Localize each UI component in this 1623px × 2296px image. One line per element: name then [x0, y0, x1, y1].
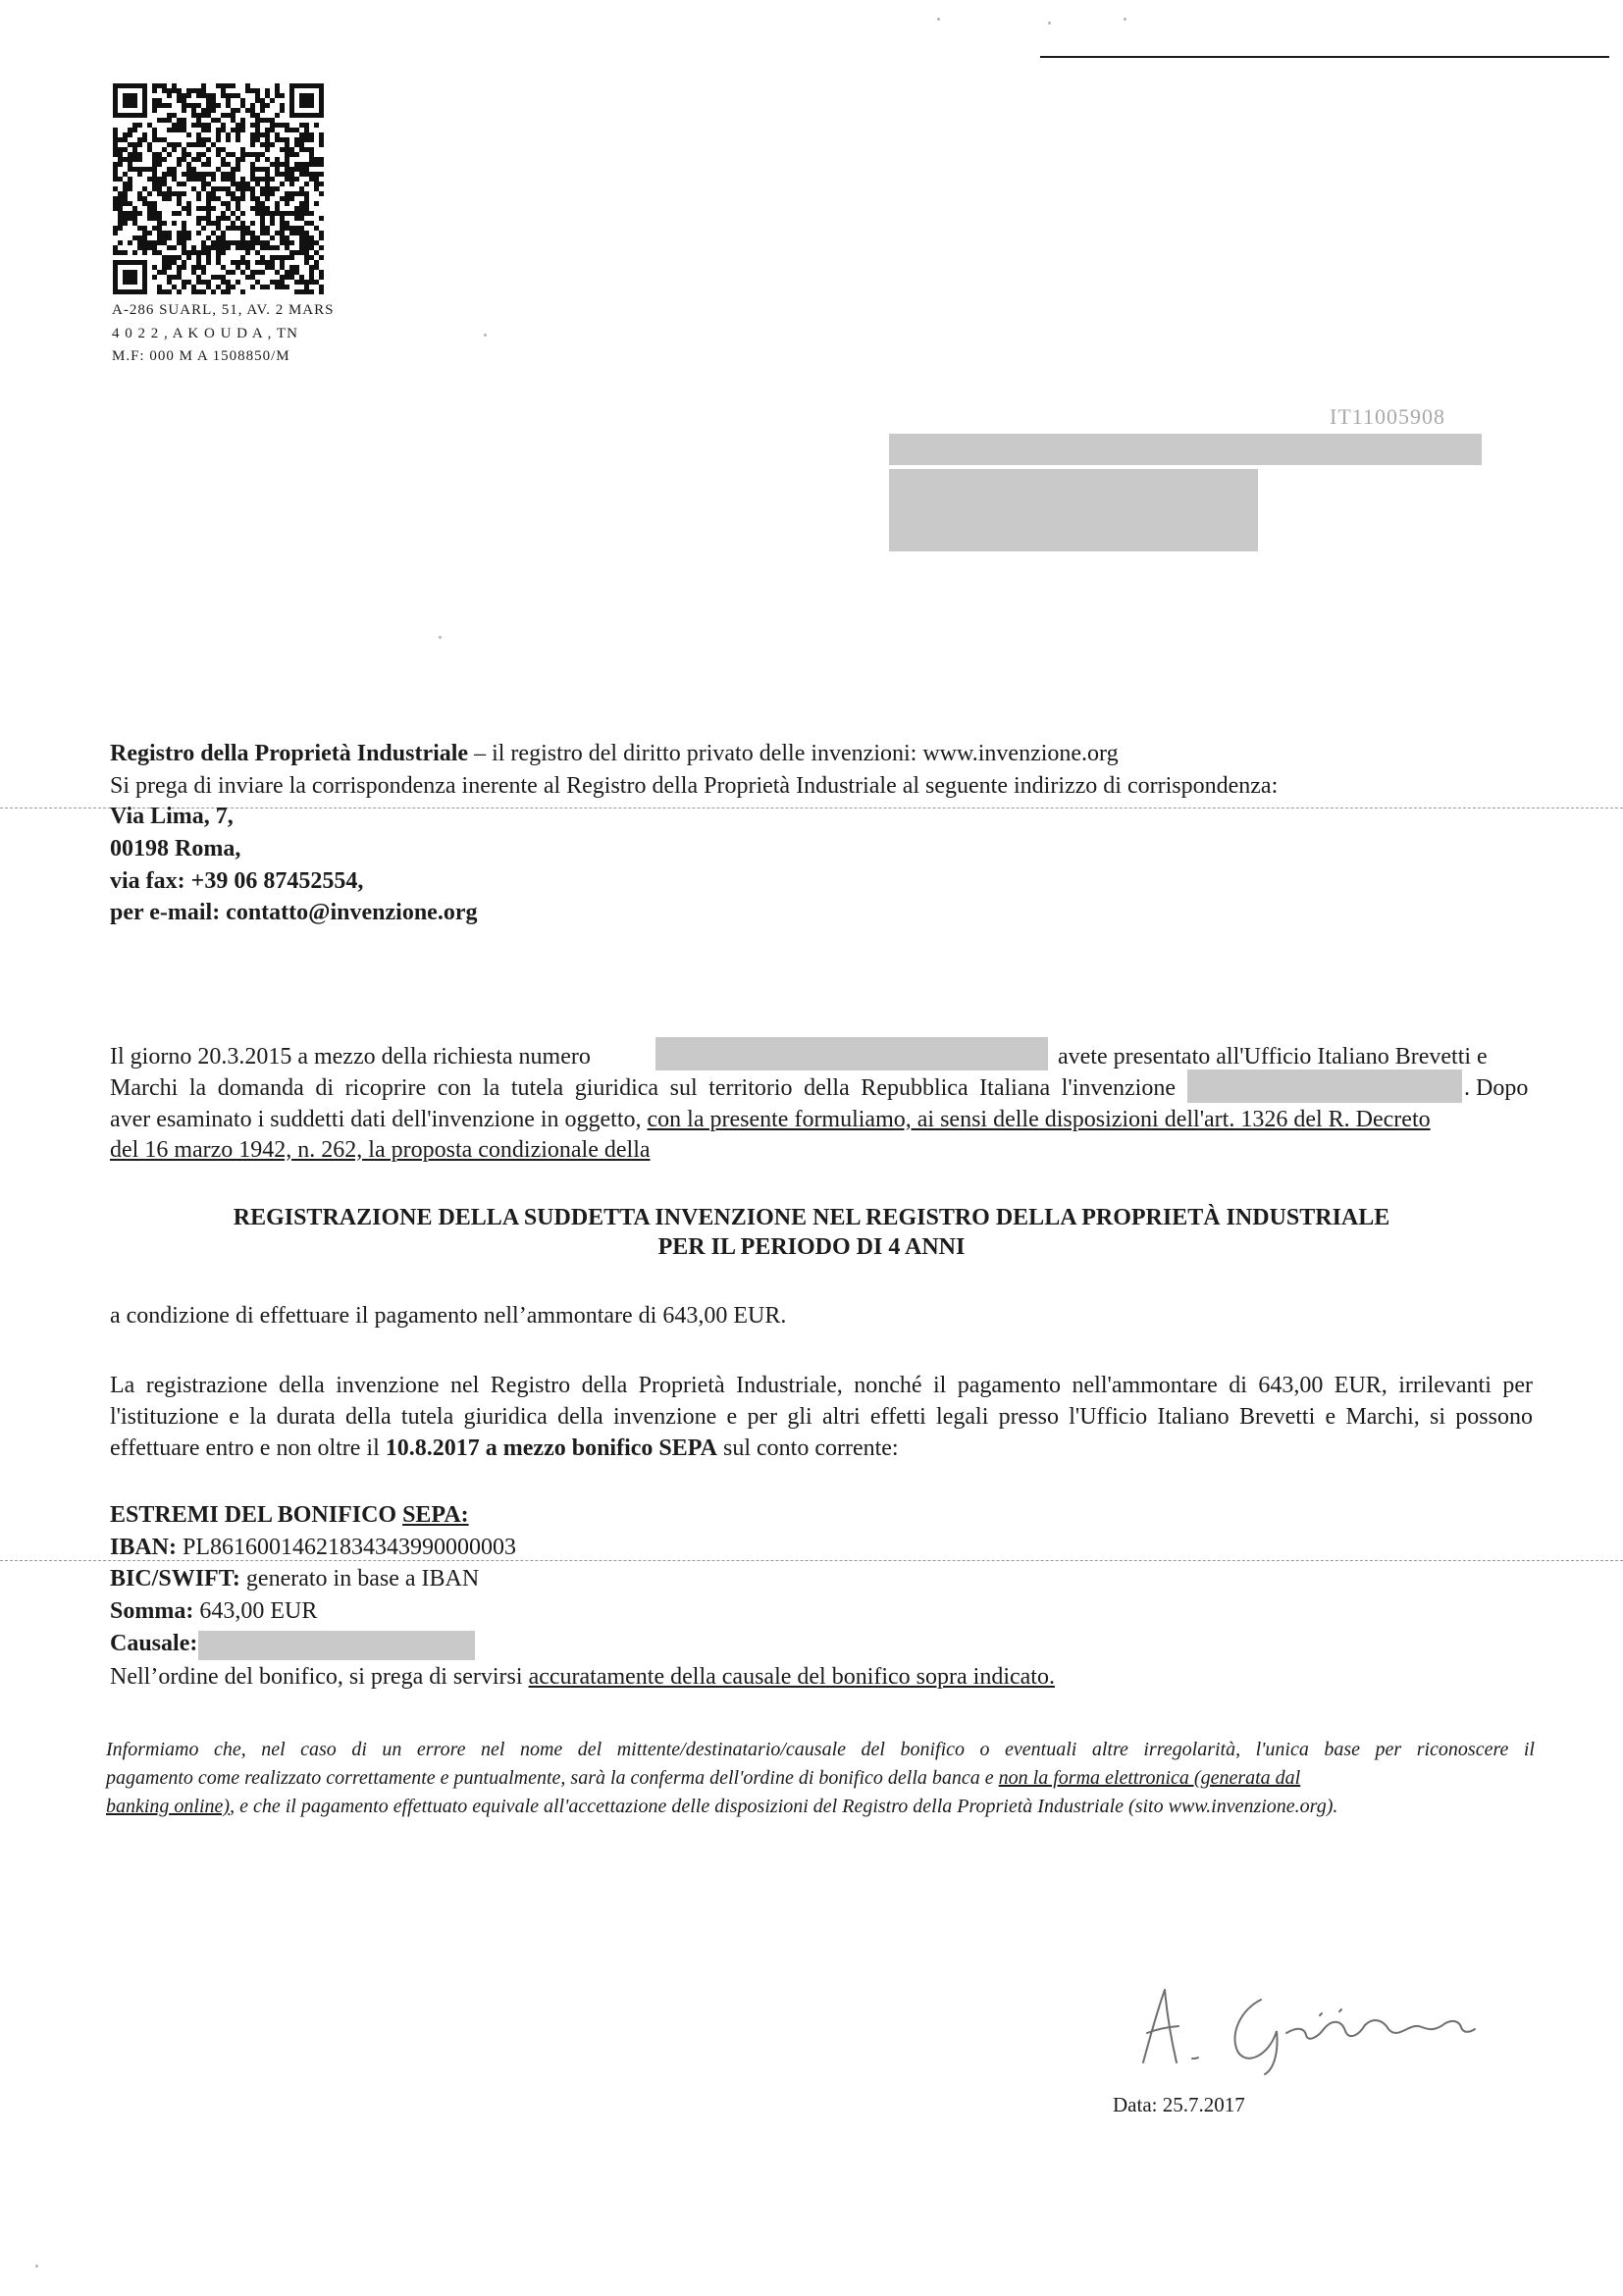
paragraph1-line4: del 16 marzo 1942, n. 262, la proposta condizionale della: [110, 1137, 651, 1163]
reason-label: Causale:: [110, 1631, 198, 1656]
scan-speck: [937, 18, 940, 21]
iban-row: [110, 1533, 516, 1562]
redacted-request-number: [655, 1037, 1048, 1070]
sender-address-line2: 4 0 2 2 , A K O U D A , TN: [112, 326, 298, 341]
scan-speck: [484, 334, 487, 337]
paragraph2-line3-start: effettuare entro e non oltre il: [110, 1435, 386, 1461]
paragraph1-line3-start: aver esaminato i suddetti dati dell'invenzione in oggetto,: [110, 1107, 642, 1132]
address-city: 00198 Roma,: [110, 836, 241, 861]
disclaimer-line3-underlined: banking online): [106, 1796, 231, 1817]
amount-row: [110, 1596, 317, 1626]
transfer-note-start: Nell’ordine del bonifico, si prega di servirsi: [110, 1664, 529, 1690]
disclaimer-line1: Informiamo che, nel caso di un errore nel nome del mittente/destinatario/causale del bonifico o eventuali altre irregolarità, l'unica base per riconoscere il: [106, 1739, 1535, 1760]
paragraph1-line2-end: . Dopo: [1464, 1075, 1529, 1101]
redacted-invention-name: [1187, 1070, 1462, 1103]
paragraph2-line3-end: sul conto corrente:: [716, 1435, 899, 1461]
qr-code: [113, 83, 324, 294]
paragraph1-line3-underlined: con la presente formuliamo, ai sensi delle disposizioni dell'art. 1326 del R. Decreto: [647, 1107, 1431, 1132]
transfer-note: [110, 1662, 1055, 1692]
sender-address-line1: A-286 SUARL, 51, AV. 2 MARS: [112, 302, 335, 318]
address-street: Via Lima, 7,: [110, 804, 234, 829]
registry-description: – il registro del diritto privato delle invenzioni: www.invenzione.org: [468, 741, 1119, 766]
transfer-note-underlined: accuratamente della causale del bonifico sopra indicato.: [528, 1664, 1055, 1690]
paragraph1-line3: [110, 1105, 1431, 1134]
registration-heading: REGISTRAZIONE DELLA SUDDETTA INVENZIONE NEL REGISTRO DELLA PROPRIETÀ INDUSTRIALE: [233, 1205, 1390, 1230]
transfer-heading-sepa: SEPA:: [402, 1502, 469, 1528]
address-fax: via fax: +39 06 87452554,: [110, 868, 364, 894]
disclaimer-line2-start: pagamento come realizzato correttamente e puntualmente, sarà la conferma dell'ordine di bonifico della banca e: [106, 1767, 999, 1789]
scan-speck: [1048, 22, 1051, 25]
payment-deadline: 10.8.2017 a mezzo bonifico SEPA: [385, 1435, 717, 1461]
iban-value: PL86160014621834343990000003: [177, 1535, 517, 1560]
registry-line: [110, 739, 1119, 768]
paragraph1-line1-end: avete presentato all'Ufficio Italiano Brevetti e: [1058, 1044, 1488, 1070]
bic-row: [110, 1564, 479, 1593]
paragraph2-line1: La registrazione della invenzione nel Registro della Proprietà Industriale, nonché il pagamento nell'ammontare di 643,00 EUR, irrilevanti per: [110, 1373, 1533, 1398]
address-email: per e-mail: contatto@invenzione.org: [110, 900, 478, 925]
scan-dashed-line: [0, 808, 1623, 809]
registration-period: PER IL PERIODO DI 4 ANNI: [657, 1234, 966, 1260]
iban-label: IBAN:: [110, 1535, 178, 1560]
redacted-recipient-address: [889, 469, 1258, 551]
correspondence-note: Si prega di inviare la corrispondenza inerente al Registro della Proprietà Industriale al seguente indirizzo di corrispondenza:: [110, 773, 1279, 799]
disclaimer-line3-end: , e che il pagamento effettuato equivale all'accettazione delle disposizioni del Registro della Proprietà Industriale (sito www.invenzione.org).: [230, 1796, 1338, 1817]
paragraph1-line1-start: Il giorno 20.3.2015 a mezzo della richiesta numero: [110, 1044, 591, 1070]
scan-speck: [439, 636, 442, 639]
amount-value: 643,00 EUR: [193, 1598, 318, 1624]
paragraph2-line3: [110, 1434, 899, 1463]
bic-label: BIC/SWIFT:: [110, 1566, 240, 1592]
disclaimer-line3: [106, 1792, 1337, 1821]
document-reference: IT11005908: [1330, 404, 1445, 429]
disclaimer-line2: [106, 1763, 1300, 1793]
transfer-heading-text: ESTREMI DEL BONIFICO: [110, 1502, 403, 1528]
registry-name: Registro della Proprietà Industriale: [110, 741, 469, 766]
sender-address-line3: M.F: 000 M A 1508850/M: [112, 348, 290, 364]
handwritten-signature: [1114, 1972, 1496, 2080]
scan-edge-line: [1040, 56, 1609, 58]
redacted-recipient-name: [889, 434, 1482, 465]
scan-speck: [1124, 18, 1126, 21]
payment-condition: a condizione di effettuare il pagamento nell’ammontare di 643,00 EUR.: [110, 1303, 787, 1329]
document-date: Data: 25.7.2017: [1113, 2093, 1245, 2116]
paragraph2-line2: l'istituzione e la durata della tutela giuridica della invenzione e per gli altri effetti legali presso l'Ufficio Italiano Brevetti e Marchi, si possono: [110, 1404, 1533, 1430]
disclaimer-line2-underlined: non la forma elettronica (generata dal: [998, 1767, 1301, 1789]
redacted-payment-reason: [198, 1631, 475, 1660]
paragraph1-line2-start: Marchi la domanda di ricoprire con la tutela giuridica sul territorio della Repubblica Italiana l'invenzione: [110, 1075, 1176, 1101]
bic-value: generato in base a IBAN: [239, 1566, 480, 1592]
transfer-details-heading: [110, 1500, 469, 1530]
scan-speck: [35, 2265, 38, 2268]
amount-label: Somma:: [110, 1598, 194, 1624]
